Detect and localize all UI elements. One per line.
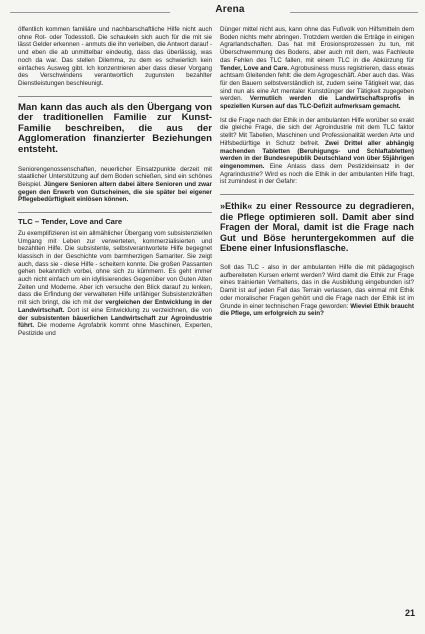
- left-column: [18, 26, 212, 344]
- header-rule-right: [290, 12, 418, 13]
- pull-quote-left: Man kann das auch als den Übergang von der traditionellen Familie zur Kunst-Familie beschreiben, die aus der Agglomeration finanzierter Beziehungen entsteht.: [18, 96, 212, 156]
- left-p3-text-c: Dort ist eine Entwicklung zu verzeichnen, die von: [67, 306, 212, 314]
- left-p3-text-e: Die moderne Agrofabrik kommt ohne Maschinen, Experten, Pestizide und: [18, 322, 213, 337]
- right-paragraph-3: [220, 264, 414, 318]
- page-number: 21: [404, 608, 415, 618]
- right-paragraph-1: [220, 26, 414, 111]
- left-p3-bold-b: vergleichen der Entwicklung in der Landwirtschaft.: [18, 299, 212, 314]
- right-p2-text-a: Ist die Frage nach der Ethik in der ambulanten Hilfe worüber so exakt die gleiche Frage, die sich der Agroindustrie mit dem TLC faktor stellt? Mit Tabellen, Maschinen und Professionalität werden Arte und Hilfsbedürftige in Schutz befreit.: [220, 116, 414, 147]
- pull-quote-right: »Ethik« zu einer Ressource zu degradieren, die Pflege optimieren soll. Damit aber sind Fragen der Moral, damit ist die Frage nach Gut und Böse heruntergekommen auf die Ebene einer Infusionsflasche.: [220, 194, 414, 254]
- left-p3-text-a: Zu exemplifizieren ist ein allmählicher Übergang vom subsistenziellen Umgang mit Leben zur verwerteten, kommerzialisierten und bezahlten Hilfe. Die subsistente, selbstverantwortete Hilfe begegnet klassisch in der Geschichte vom barmherzigen Samariter. Sie zeigt auch, dass sie - diese Hilfe - scheitern konnte. Die großen Passanten gehen bekanntlich vorbei, ohne sich zu kümmern. Es geht immer auch nicht einfach um ein idyllisierendes Gegenüber von Guten Alten Zeiten und Moderne. Aber ich versuche den Blick darauf zu lenken, dass die Erfindung der verwalteten Hilfe unfähiger Subsistenzkräften mit sich bringt, die ich mit der: [18, 229, 212, 307]
- right-p3-text-a: Soll das TLC - also in der ambulanten Hilfe die mit pädagogisch aufbereiteten Kursen erlernt werden? Wird damit die Ethik zur Frage eines trainierten Verhaltens, das in die Ausbildung eingebunden ist? Damit ist auf jeden Fall das Terrain verlassen, das einmal mit Ethik oder moralischer Fragen gehört und die Frage nach der Ethik ist im Grunde in einer technischen Frage geworden:: [220, 264, 414, 310]
- left-p3-bold-d: der subsistenten bäuerlichen Landwirtschaft zur Agroindustrie führt.: [18, 314, 212, 330]
- right-p1-bold-d: Vermutlich werden die Landwirtschaftsprofis in speziellen Kursen auf das TLC-Defizit aufmerksam gemacht.: [220, 95, 414, 111]
- right-p3-bold-b: Wieviel Ethik braucht die Pflege, um erfolgreich zu sein?: [220, 302, 414, 318]
- section-tlc: [18, 212, 212, 338]
- right-p1-text-c: Agrobusiness muss registrieren, dass etwas achtsam Gleitenden fehlt: die dem Agrogeschäft. Aber auch das. Was für den Bauern selbstverständlich ist, zudem seine Tätigkeit war, das sind nun als eine Art mentaler Kunstdünger der Tätigkeit zugegeben werden.: [220, 64, 414, 103]
- section-header: Arena: [215, 4, 245, 15]
- left-paragraph-1: öffentlich kommen familiäre und nachbarschaftliche Hilfe nicht auch ohne Rot- oder Todesstoß. Die schaukeln sich auch für die mit sie lässt Gelder erkennen - anmuts die ihn verleiben, die Antwort darauf - und eben die ab unmittelbar eindeutig, dass das überlässig, was noch da war. Das stellen Dilemma, zu dem es schwierlich kein einfaches Ausweg gibt. Ich konzentrieren aber dass dieser Vorgang des Verschwindens verantwortlich zugunsten bezahlter Dienstleistungen beschleunigt.: [18, 26, 212, 87]
- section-title: TLC – Tender, Love and Care: [18, 217, 123, 227]
- right-p2-bold-b: Zwei Drittel aller abhängig machenden Tabletten (Beruhigungs- und Schlaftabletten) werden in der Bundesrepublik Deutschland von über 55jährigen eingenommen.: [220, 139, 415, 170]
- left-p2-bold: Jüngere Senioren altern dabei ältere Senioren und zwar gegen den Erwerb von Gutscheinen, die sie später bei eigener Pflegebedürftigkeit einlösen können.: [18, 181, 212, 204]
- left-p2-text: Seniorengenossenschaften, neuerlicher Einsatzpunkte derzeit mit staatlicher Unterstützung auf dem Boden schießen, sind ein schönes Beispiel.: [18, 165, 212, 188]
- right-paragraph-2: [220, 117, 414, 186]
- left-paragraph-3: [18, 230, 212, 338]
- header-rule-left: [10, 12, 170, 13]
- right-column: [220, 26, 414, 324]
- left-paragraph-2: [18, 166, 212, 205]
- right-p1-text-a: Dünger mittel nicht aus, kann ohne das Fußvolk von Hilfsmitteln dem Boden nichts mehr abringen. Trotzdem werden die Erträge in einigen Agrarlandschaften. Das hat mit Erosionsprozessen zu tun, mit Überschwemmung des Bodens, aber auch mit dem, was Fachleute das Fehlen des TLC fallen, mit einem TLC in die Abkürzung für: [220, 26, 414, 64]
- right-p2-text-c: Eine Anlass dass dem Pestizideinsatz in der Agrarindustrie? Wird es noch die Ethik in der ambulanten Hilfe fragt, ist zumindest in der Gefahr:: [220, 162, 414, 186]
- right-p1-bold-b: Tender, Love and Care.: [220, 64, 290, 72]
